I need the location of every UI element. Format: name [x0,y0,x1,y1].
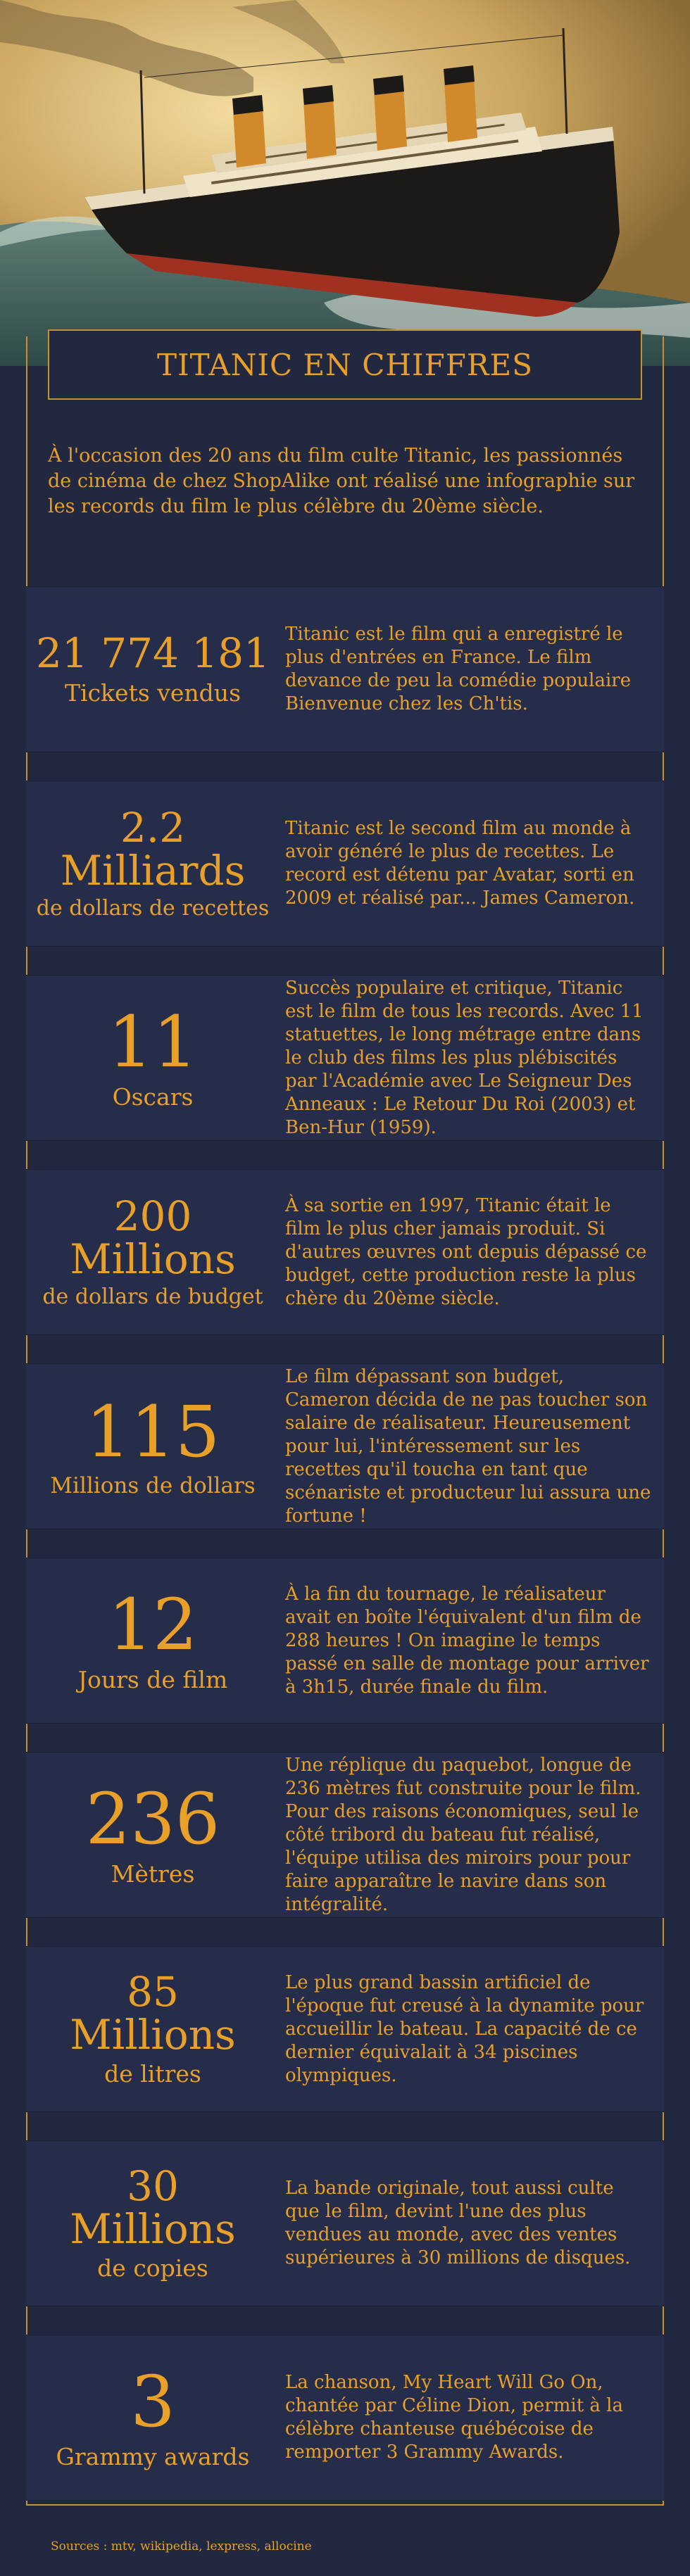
stat-card-recettes [26,781,664,947]
stat-magnitude: Millions [70,2204,236,2253]
stat-description: À la fin du tournage, le réalisateur avait en boîte l'équivalent d'un film de 288 heures ! On imagine le temps passé en salle de montage pour arriver à 3h15, durée finale du film. [285,1583,649,1698]
hero-illustration [0,0,690,366]
stat-card-copies [26,2140,664,2306]
stat-unit: de litres [104,2060,201,2088]
stat-unit: Millions de dollars [50,1472,256,1498]
intro-paragraph: À l'occasion des 20 ans du film culte Titanic, les passionnés de cinéma de chez ShopAlike ont réalisé une infographie sur les records du film le plus célèbre du 20ème siècle. [48,445,635,517]
stat-unit: de dollars de budget [42,1284,263,1310]
stat-figure [26,1947,280,2111]
stat-number: 236 [85,1778,220,1860]
stat-description: À sa sortie en 1997, Titanic était le film le plus cher jamais produit. Si d'autres œuvres ont depuis dépassé ce budget, cette production reste la plus chère du 20ème siècle. [285,1194,647,1309]
stat-description: Le plus grand bassin artificiel de l'époque fut creusé à la dynamite pour accueillir le bateau. La capacité de ce dernier équivalait à 34 piscines olympiques. [285,1971,644,2086]
stat-number: 12 [108,1584,198,1666]
page-title-text: TITANIC EN CHIFFRES [157,347,533,382]
stat-magnitude: Milliards [60,846,246,895]
stat-unit: Mètres [111,1860,195,1888]
stat-figure [26,1170,280,1334]
stat-magnitude: Millions [70,1235,236,1283]
stat-figure [26,1558,280,1723]
stat-card-grammy [26,2335,664,2501]
stat-unit: de dollars de recettes [36,896,270,921]
stat-card-metres [26,1752,664,1918]
stat-card-salaire [26,1363,664,1529]
stat-figure [26,2141,280,2306]
stat-unit: Jours de film [77,1666,228,1693]
stat-figure [26,2335,280,2500]
stat-number: 21 774 181 [35,629,270,678]
stat-unit: Oscars [112,1083,194,1111]
stat-description: Titanic est le film qui a enregistré le plus d'entrées en France. Le film devance de peu la comédie populaire Bienvenue chez les Ch'tis. [285,624,632,714]
stat-description: La bande originale, tout aussi culte que le film, devint l'une des plus vendues au monde, avec des ventes supérieures à 30 millions de disques. [285,2178,631,2268]
stat-description: Succès populaire et critique, Titanic est le film de tous les records. Avec 11 statuettes, le long métrage entre dans le club des films les plus plébiscités par l'Académie avec Le Seigneur Des Anneaux : Le Retour Du Roi (2003) et Ben-Hur (1959). [285,977,644,1138]
stat-figure [26,976,280,1140]
stat-number: 85 [127,1967,179,2016]
stat-card-budget [26,1169,664,1335]
stat-unit: de copies [97,2254,208,2283]
stat-number: 11 [108,1001,198,1083]
sources-footer: Sources : mtv, wikipedia, lexpress, allocine [51,2539,312,2553]
stat-card-litres [26,1946,664,2112]
stat-description: Titanic est le second film au monde à avoir généré le plus de recettes. Le record est détenu par Avatar, sorti en 2009 et réalisé par... James Cameron. [285,818,635,909]
stat-figure [26,587,280,752]
stat-number: 30 [127,2161,179,2210]
stat-description: La chanson, My Heart Will Go On, chantée par Céline Dion, permit à la célèbre chanteuse québécoise de remporter 3 Grammy Awards. [285,2372,623,2463]
stat-description: Une réplique du paquebot, longue de 236 mètres fut construite pour le film. Pour des raisons économiques, seul le côté tribord du bateau fut réalisé, l'équipe utilisa des miroirs pour pour faire apparaître le navire dans son intégralité. [285,1754,641,1915]
stat-card-tickets [26,586,664,752]
stat-number: 200 [113,1192,192,1240]
stat-card-jours [26,1558,664,1724]
stat-description: Le film dépassant son budget, Cameron décida de ne pas toucher son salaire de réalisateur. Heureusement pour lui, l'intéressement sur les recettes qu'il toucha en tant que scénariste et producteur lui assura une fortune ! [285,1365,651,1527]
stat-figure [26,1753,280,1917]
stat-figure [26,1364,280,1529]
stat-number: 115 [85,1390,220,1473]
page-title [48,329,642,400]
stat-unit: Tickets vendus [65,678,241,707]
stat-number: 3 [130,2361,175,2443]
stat-card-oscars [26,975,664,1141]
stat-unit: Grammy awards [56,2443,250,2470]
stat-magnitude: Millions [70,2010,236,2059]
stat-figure [26,781,280,946]
stat-number: 2.2 [120,803,186,852]
titanic-ship-illustration [0,0,690,366]
